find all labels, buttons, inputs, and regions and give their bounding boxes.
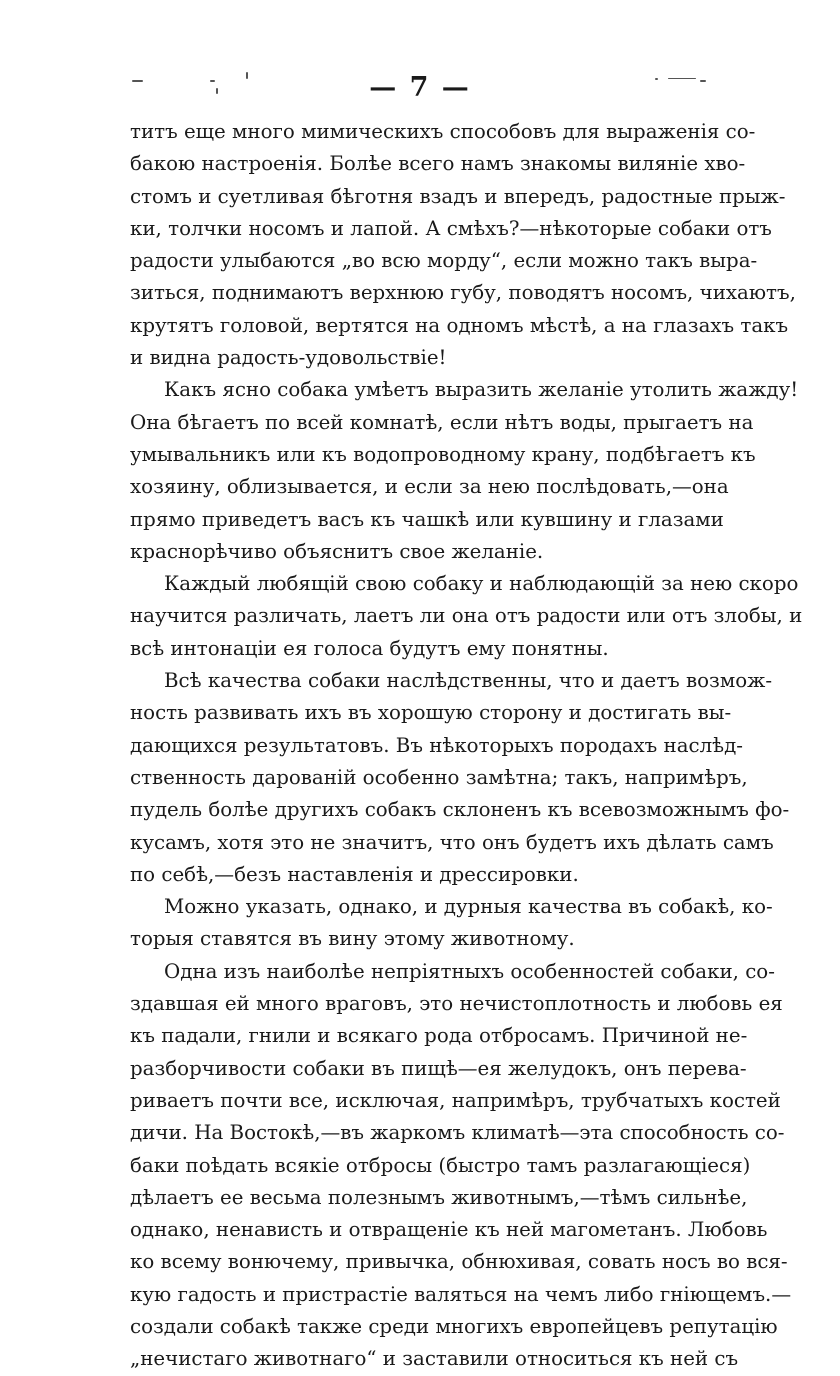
text-line: ственность дарованій особенно замѣтна; такъ, напримѣръ, — [130, 765, 748, 789]
paragraph — [130, 956, 792, 1376]
text-line: разборчивости собаки въ пищѣ—ея желудокъ, онъ перева- — [130, 1056, 747, 1080]
text-line: создали собакѣ также среди многихъ европейцевъ репутацію — [130, 1314, 778, 1338]
text-line: Она бѣгаетъ по всей комнатѣ, если нѣтъ воды, прыгаетъ на — [130, 410, 754, 434]
text-line: ки, толчки носомъ и лапой. А смѣхъ?—нѣкоторые собаки отъ — [130, 216, 772, 240]
text-line: радости улыбаются „во всю морду“, если можно такъ выра- — [130, 249, 758, 273]
text-line: здавшая ей много враговъ, это нечистоплотность и любовь ея — [130, 992, 783, 1016]
text-line: Можно указать, однако, и дурныя качества въ собакѣ, ко- — [164, 895, 773, 919]
paragraph — [130, 374, 799, 568]
text-line: Всѣ качества собаки наслѣдственны, что и даетъ возмож- — [164, 669, 773, 693]
text-line: кусамъ, хотя это не значитъ, что онъ будетъ ихъ дѣлать самъ — [130, 830, 774, 854]
paragraph — [130, 665, 790, 891]
paragraph — [130, 116, 796, 374]
text-line: прямо приведетъ васъ къ чашкѣ или кувшину и глазами — [130, 507, 724, 531]
text-line: и видна радость-удовольствіе! — [130, 346, 447, 370]
text-line: умывальникъ или къ водопроводному крану, подбѣгаетъ къ — [130, 442, 756, 466]
text-line: Какъ ясно собака умѣетъ выразить желаніе утолить жажду! — [164, 378, 799, 402]
text-line: пудель болѣе другихъ собакъ склоненъ къ всевозможнымъ фо- — [130, 798, 790, 822]
text-line: „нечистаго животнаго“ и заставили относиться къ ней съ — [130, 1347, 739, 1371]
text-line: баки поѣдать всякіе отбросы (быстро тамъ разлагающіеся) — [130, 1153, 751, 1177]
text-line: ность развивать ихъ въ хорошую сторону и достигать вы- — [130, 701, 732, 725]
text-line: риваетъ почти все, исключая, напримѣръ, трубчатыхъ костей — [130, 1088, 781, 1112]
text-line: крутятъ головой, вертятся на одномъ мѣстѣ, а на глазахъ такъ — [130, 313, 789, 337]
text-line: титъ еще много мимическихъ способовъ для выраженія со- — [130, 120, 756, 143]
paragraph — [130, 568, 803, 665]
text-line: хозяину, облизывается, и если за нею послѣдовать,—она — [130, 475, 729, 499]
text-line: дѣлаетъ ее весьма полезнымъ животнымъ,—тѣмъ сильнѣе, — [130, 1185, 748, 1209]
text-line: Одна изъ наиболѣе непріятныхъ особенностей собаки, со- — [164, 959, 775, 983]
body-text — [130, 116, 803, 1376]
text-line: зиться, поднимаютъ верхнюю губу, поводятъ носомъ, чихаютъ, — [130, 281, 796, 305]
text-line: кую гадость и пристрастіе валяться на чемъ либо гніющемъ.— — [130, 1282, 792, 1306]
paragraph — [130, 891, 773, 956]
text-line: по себѣ,—безъ наставленія и дрессировки. — [130, 862, 579, 886]
text-line: всѣ интонаціи ея голоса будутъ ему понятны. — [130, 636, 609, 660]
text-line: торыя ставятся въ вину этому животному. — [130, 927, 575, 951]
text-line: дающихся результатовъ. Въ нѣкоторыхъ породахъ наслѣд- — [130, 733, 743, 757]
text-line: ко всему вонючему, привычка, обнюхивая, совать носъ во вся- — [130, 1250, 788, 1274]
text-line: однако, ненависть и отвращеніе къ ней магометанъ. Любовь — [130, 1218, 768, 1242]
text-line: Каждый любящій свою собаку и наблюдающій за нею скоро — [164, 572, 799, 596]
text-line: бакою настроенія. Болѣе всего намъ знакомы виляніе хво- — [130, 152, 746, 176]
text-line: научится различать, лаетъ ли она отъ радости или отъ злобы, и — [130, 604, 803, 628]
text-line: дичи. На Востокѣ,—въ жаркомъ климатѣ—эта способность со- — [130, 1121, 785, 1145]
text-line: стомъ и суетливая бѣготня взадъ и впередъ, радостные прыж- — [130, 184, 786, 208]
page-number: — 7 — — [369, 72, 471, 103]
text-line: къ падали, гнили и всякаго рода отбросамъ. Причиной не- — [130, 1024, 748, 1048]
text-line: краснорѣчиво объяснитъ свое желаніе. — [130, 539, 544, 563]
